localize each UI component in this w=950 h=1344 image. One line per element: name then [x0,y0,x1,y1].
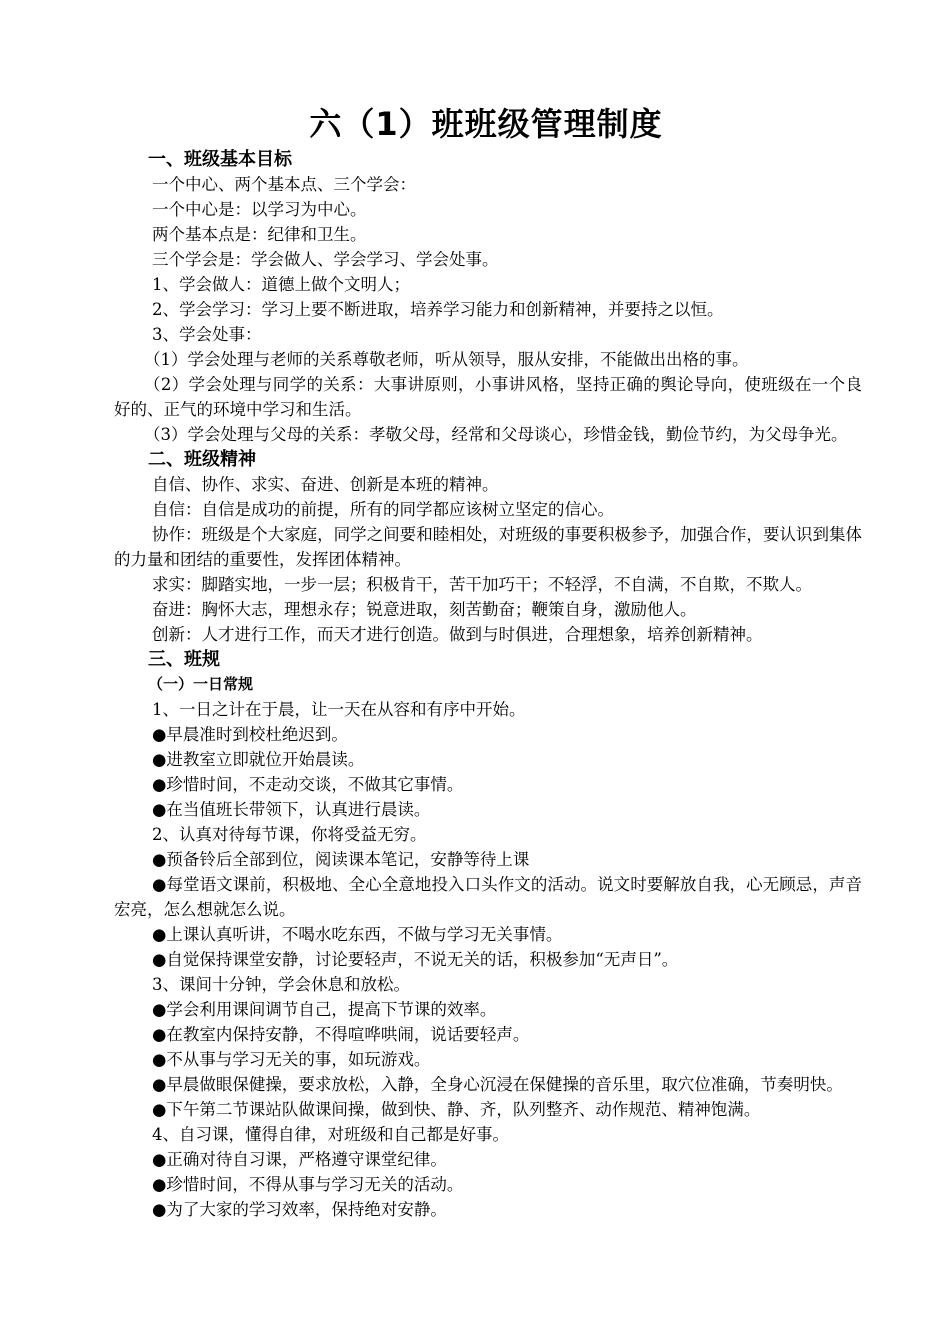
rule-item: ●正确对待自习课，严格遵守课堂纪律。 [152,1150,447,1169]
rule-item: ●进教室立即就位开始晨读。 [152,750,365,769]
paragraph: 两个基本点是：纪律和卫生。 [152,225,367,244]
rule-item: 2、认真对待每节课，你将受益无穷。 [152,825,427,844]
section-heading-goals: 一、班级基本目标 [148,149,292,170]
paragraph: 求实：脚踏实地，一步一层；积极肯干，苦干加巧干；不轻浮，不自满，不自欺，不欺人。 [152,575,812,594]
rule-item: 3、课间十分钟，学会休息和放松。 [152,975,410,994]
paragraph: 三个学会是：学会做人、学会学习、学会处事。 [152,250,499,269]
rule-item: ●珍惜时间，不得从事与学习无关的活动。 [152,1175,464,1194]
subsection-heading-daily: （一）一日常规 [148,675,254,693]
paragraph: 奋进：胸怀大志，理想永存；锐意进取，刻苦勤奋；鞭策自身，激励他人。 [152,600,697,619]
section-heading-rules: 三、班规 [148,649,220,670]
rule-item: ●为了大家的学习效率，保持绝对安静。 [152,1200,447,1219]
paragraph: 一个中心是：以学习为中心。 [152,200,367,219]
paragraph: 2、学会学习：学习上要不断进取，培养学习能力和创新精神，并要持之以恒。 [152,300,724,319]
rule-item: ●预备铃后全部到位，阅读课本笔记，安静等待上课 [152,850,530,869]
paragraph: 一个中心、两个基本点、三个学会： [152,175,416,194]
rule-item: ●早晨准时到校杜绝迟到。 [152,725,348,744]
paragraph: 3、学会处事： [152,325,262,344]
rule-item: ●珍惜时间，不走动交谈，不做其它事情。 [152,775,464,794]
rule-item: ●在教室内保持安静，不得喧哗哄闹，说话要轻声。 [152,1025,530,1044]
paragraph: 自信：自信是成功的前提，所有的同学都应该树立坚定的信心。 [152,500,614,519]
paragraph: （3）学会处理与父母的关系：孝敬父母，经常和父母谈心，珍惜金钱，勤俭节约，为父母争光。 [144,425,848,444]
page-title: 六（1）班班级管理制度 [309,105,663,143]
paragraph: 自信、协作、求实、奋进、创新是本班的精神。 [152,475,499,494]
rule-item: ●每堂语文课前，积极地、全心全意地投入口头作文的活动。说文时要解放自我，心无顾忌，声音宏亮，怎么想就怎么说。 [114,875,862,919]
rule-item: ●自觉保持课堂安静，讨论要轻声，不说无关的话，积极参加“无声日”。 [152,950,679,969]
paragraph: 协作：班级是个大家庭，同学之间要和睦相处，对班级的事要积极参予，加强合作，要认识到集体的力量和团结的重要性，发挥团体精神。 [114,525,862,569]
rule-item: ●在当值班长带领下，认真进行晨读。 [152,800,431,819]
paragraph: （2）学会处理与同学的关系：大事讲原则，小事讲风格，坚持正确的舆论导向，使班级在一个良好的、正气的环境中学习和生活。 [114,375,862,419]
rule-item: ●上课认真听讲，不喝水吃东西，不做与学习无关事情。 [152,925,563,944]
section-heading-spirit: 二、班级精神 [148,449,256,470]
rule-list [114,697,862,1222]
rule-item: ●学会利用课间调节自己，提高下节课的效率。 [152,1000,497,1019]
paragraph: 创新：人才进行工作，而天才进行创造。做到与时俱进，合理想象，培养创新精神。 [152,625,763,644]
document-body [114,147,862,1222]
rule-item: ●下午第二节课站队做课间操，做到快、静、齐，队列整齐、动作规范、精神饱满。 [152,1100,761,1119]
rule-item: ●早晨做眼保健操，要求放松，入静，全身心沉浸在保健操的音乐里，取穴位准确，节奏明快。 [152,1075,843,1094]
rule-item: ●不从事与学习无关的事，如玩游戏。 [152,1050,431,1069]
paragraph: （1）学会处理与老师的关系尊敬老师，听从领导，服从安排，不能做出出格的事。 [144,350,749,369]
rule-item: 1、一日之计在于晨，让一天在从容和有序中开始。 [152,700,526,719]
paragraph: 1、学会做人：道德上做个文明人； [152,275,410,294]
rule-item: 4、自习课，懂得自律，对班级和自己都是好事。 [152,1125,509,1144]
